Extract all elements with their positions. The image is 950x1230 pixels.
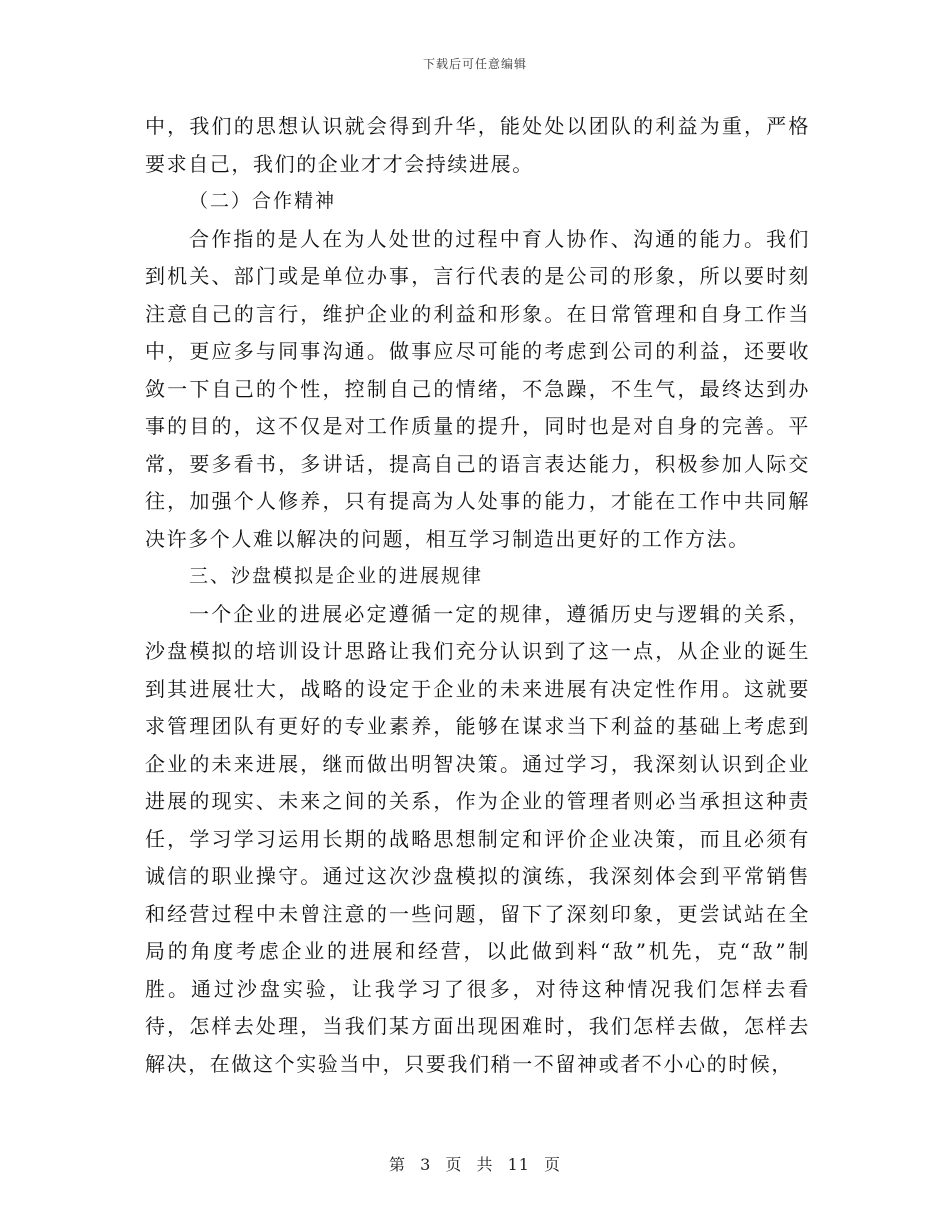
section-heading-sandbox: 三、沙盘模拟是企业的进展规律 (189, 565, 484, 587)
subheading-cooperation: （二）合作精神 (189, 190, 337, 212)
document-body (145, 108, 810, 1083)
paragraph-continuation: 中，我们的思想认识就会得到升华，能处处以团队的利益为重，严格要求自己，我们的企业才才会持续进展。 (145, 114, 810, 176)
footer-current-page: 3 (420, 1155, 432, 1174)
footer-label-di: 第 (388, 1155, 406, 1174)
paragraph-sandbox: 一个企业的进展必定遵循一定的规律，遵循历史与逻辑的关系，沙盘模拟的培训设计思路让我们充分认识到了这一点，从企业的诞生到其进展壮大，战略的设定于企业的未来进展有决定性作用。这就要求管理团队有更好的专业素养，能够在谋求当下利益的基础上考虑到企业的未来进展，继而做出明智决策。通过学习，我深刻认识到企业进展的现实、未来之间的关系，作为企业的管理者则必当承担这种责任，学习学习运用长期的战略思想制定和评价企业决策，而且必须有诚信的职业操守。通过这次沙盘模拟的演练，我深刻体会到平常销售和经营过程中未曾注意的一些问题，留下了深刻印象，更尝试站在全局的角度考虑企业的进展和经营，以此做到料“敌”机先，克“敌”制胜。通过沙盘实验，让我学习了很多，对待这种情况我们怎样去看待，怎样去处理，当我们某方面出现困难时，我们怎样去做，怎样去解决，在做这个实验当中，只要我们稍一不留神或者不小心的时候， (145, 601, 810, 1076)
page-header-note: 下载后可任意编辑 (422, 57, 527, 71)
footer-label-gong: 共 (476, 1155, 494, 1174)
paragraph-cooperation: 合作指的是人在为人处世的过程中育人协作、沟通的能力。我们到机关、部门或是单位办事，言行代表的是公司的形象，所以要时刻注意自己的言行，维护企业的利益和形象。在日常管理和自身工作当中，更应多与同事沟通。做事应尽可能的考虑到公司的利益，还要收敛一下自己的个性，控制自己的情绪，不急躁，不生气，最终达到办事的目的，这不仅是对工作质量的提升，同时也是对自身的完善。平常，要多看书，多讲话，提高自己的语言表达能力，积极参加人际交往，加强个人修养，只有提高为人处事的能力，才能在工作中共同解决许多个人难以解决的问题，相互学习制造出更好的工作方法。 (145, 226, 810, 551)
footer-total-pages: 11 (507, 1155, 530, 1174)
page-footer (0, 1152, 950, 1175)
footer-label-ye2: 页 (544, 1155, 562, 1174)
footer-label-ye: 页 (445, 1155, 463, 1174)
